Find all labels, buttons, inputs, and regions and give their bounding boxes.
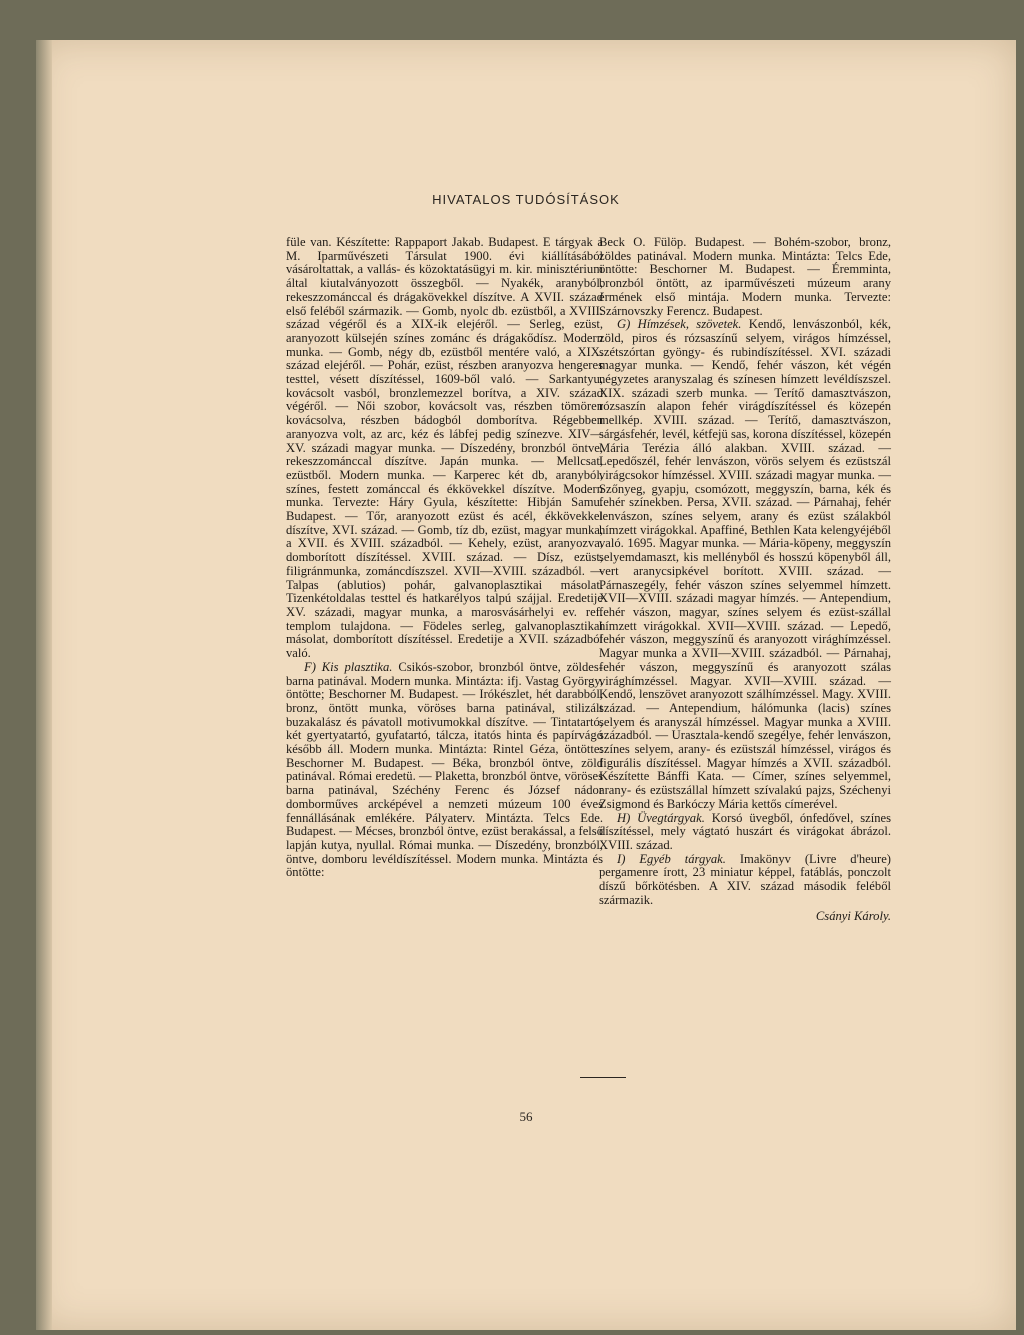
section-h-text: Korsó üvegből, ónfedővel, színes díszítéssel, mely vágtató huszárt és virágokat ábrázol. XVIII. század. — [599, 810, 891, 852]
end-rule — [580, 1077, 626, 1078]
section-h-paragraph — [599, 812, 891, 853]
section-f-heading: F) Kis plasztika. — [304, 659, 393, 674]
section-g-paragraph — [599, 318, 891, 811]
author-signature: Csányi Károly. — [815, 909, 891, 924]
right-column — [599, 236, 891, 924]
section-i-heading: I) Egyéb tárgyak. — [617, 851, 726, 866]
section-g-heading: G) Hímzések, szövetek. — [617, 317, 742, 332]
section-h-heading: H) Üvegtárgyak. — [617, 810, 705, 825]
section-f-paragraph — [286, 661, 603, 880]
document-page — [36, 40, 1016, 1330]
left-column — [286, 236, 603, 880]
section-f-text: Csikós-szobor, bronzból öntve, zöldes-barna patinával. Modern munka. Mintázta: ifj. Vastag György, öntötte; Beschorner M. Budapest. — Irókészlet, hét darabból, bronz, öntött munka, vöröses barna patinával, stilizált buzakalász és pávatoll motivumokkal díszítve. — Tintatartó, két gyertyatartó, gyufatartó, tálcza, itatós hinta és papírvágó később áll. Modern munka. Mintázta: Rintel Géza, öntötte: Beschorner M. Budapest. — Béka, bronzból öntve, zöld patinával. Római eredetü. — Plakettа, bronzból öntve, vöröses barna patinával, Széchény Ferenc és József nádor domborműves arcképével a nemzeti múzeum 100 éves fennállásának emlékére. Pályaterv. Mintázta. Telcs Ede. Budapest. — Mécses, bronzból öntve, ezüst berakással, a felső lapján kutya, nyullal. Római munka. — Díszedény, bronzból, öntve, domboru levéldíszítéssel. Modern munka. Mintázta és öntötte: — [286, 659, 603, 880]
page-edge — [36, 40, 52, 1330]
left-paragraph-1: füle van. Készítette: Rappaport Jakab. Budapest. E tárgyak a M. Iparművészeti Társulat 1900. évi kiállításából vásároltattak, a vallás- és közoktatásügyi m. kir. minisztérium által kiutalványozott összegből. — Nyakék, aranyból, rekeszzománccal és drágakövekkel díszítve. A XVII. század első feléből származik. — Gomb, nyolc db. ezüstből, a XVIII. század végéről és a XIX-ik elejéről. — Serleg, ezüst, aranyozott külsején színes zománc és drágakődísz. Modern munka. — Gomb, négy db, ezüstből mentére való, a XIX. század elejéről. — Pohár, ezüst, részben aranyozva hengeres testtel, vésett díszítéssel, 1609-ből való. — Sarkantyu, kovácsolt vasból, bronzlemezzel borítva, a XIV. század végéről. — Női szobor, kovácsolt vas, részben tömören kovácsolva, részben bádogból domborítva. Régebben aranyozva volt, az arc, kéz és lábfej pedig színezve. XIV—XV. századi magyar munka. — Díszedény, bronzból öntve, rekeszzománccal díszítve. Japán munka. — Mellcsat, ezüstből. Modern munka. — Karperec két db, aranyból, színes, festett zománccal és ékkövekkel díszítve. Modern munka. Tervezte: Háry Gyula, készítette: Hibján Samu. Budapest. — Tőr, aranyozott ezüst és acél, ékkövekkel díszítve, XVI. század. — Gomb, tíz db, ezüst, magyar munka, a XVII. és XVIII. századból. — Kehely, ezüst, aranyozva, domborított díszítéssel. XVIII. század. — Dísz, ezüst, filigránmunka, zománcdíszszel. XVII—XVIII. századból. — Talpas (ablutios) pohár, galvanoplasztikai másolat. Tizenkétoldalas testtel és hatkarélyos talpú szájjal. Eredetije XV. századi, magyar munka, a marosvásárhelyi ev. ref. templom tulajdona. — Födeles serleg, galvanoplasztikai másolat, domborított díszítéssel. Eredetije a XVII. századból való. — [286, 235, 603, 661]
section-g-text: Kendő, lenvászonból, kék, zöld, piros és rózsaszínű selyem, virágos hímzéssel, szétszórtan gyöngy- és rubindíszítéssel. XVI. századi magyar munka. — Kendő, fehér vászon, két végén négyzetes aranyszalag és színesen hímzett levéldíszszel. XIX. századi szerb munka. — Terítő damasztvászon, rózsaszín alapon fehér virágdíszítéssel és közepén mellkép. XVIII. század. — Terítő, damasztvászon, sárgásfehér, levél, kétfejü sas, korona díszítéssel, közepén Mária Terézia álló alakban. XVIII. század. — Lepedőszél, fehér lenvászon, vörös selyem és ezüstszál virágcsokor hímzéssel. XVIII. századi magyar munka. — Szőnyeg, gyapju, csomózott, meggyszín, barna, kék és fehér színekben. Persa, XVII. század. — Párnahaj, fehér lenvászon, színes selyem, arany és ezüst szálakból hímzett virágokkal. Apaffiné, Bethlen Kata kelengyéjéből való. 1695. Magyar munka. — Mária-köpeny, meggyszín selyemdamaszt, kis mellényből és hosszú köpenyből áll, vert aranycsipkével borított. XVIII. század. — Párnaszegély, fehér vászon színes selyemmel hímzett. XVII—XVIII. századi magyar hímzés. — Antependium, fehér vászon, magyar, színes selyem és ezüst-szállal hímzett virágokkal. XVII—XVIII. század. — Lepedő, fehér vászon, meggyszínű és aranyozott virághímzéssel. Magyar munka a XVII—XVIII. századból. — Párnahaj, fehér vászon, meggyszínű és aranyozott szálas virághímzéssel. Magyar. XVII—XVIII. század. — Kendő, lenszövet aranyozott szálhímzéssel. Magy. XVIII. század. — Antependium, hálómunka (lacis) színes selyem és aranyszál hímzéssel. Magyar munka a XVIII. századból. — Urasztala-kendő szegélye, fehér lenvászon, színes selyem, arany- és ezüstszál hímzéssel, virágos és figurális díszítéssel. Magyar hímzés a XVII. századból. Készítette Bánffi Kata. — Címer, színes selyemmel, arany- és ezüstszállal hímzett szívalakú pajzs, Széchenyi Zsigmond és Barkóczy Mária kettős címerével. — [599, 317, 891, 811]
section-i-text: Imakönyv (Livre d'heure) pergamenre írott, 23 miniatur képpel, fatáblás, ponczolt díszű bőrkötésben. A XIV. század második feléből származik. — [599, 851, 891, 907]
page-number: 56 — [519, 1109, 533, 1124]
section-i-paragraph — [599, 853, 891, 908]
running-header: HIVATALOS TUDÓSÍTÁSOK — [432, 192, 620, 207]
right-paragraph-1: Beck O. Fülöp. Budapest. — Bohém-szobor, bronz, zöldes patinával. Modern munka. Mintázta: Telcs Ede, öntötte: Beschorner M. Budapest. — Éremminta, bronzból öntött, az iparművészeti múzeum arany érmének első mintája. Modern munka. Tervezte: Szárnovszky Ferencz. Budapest. — [599, 235, 891, 318]
